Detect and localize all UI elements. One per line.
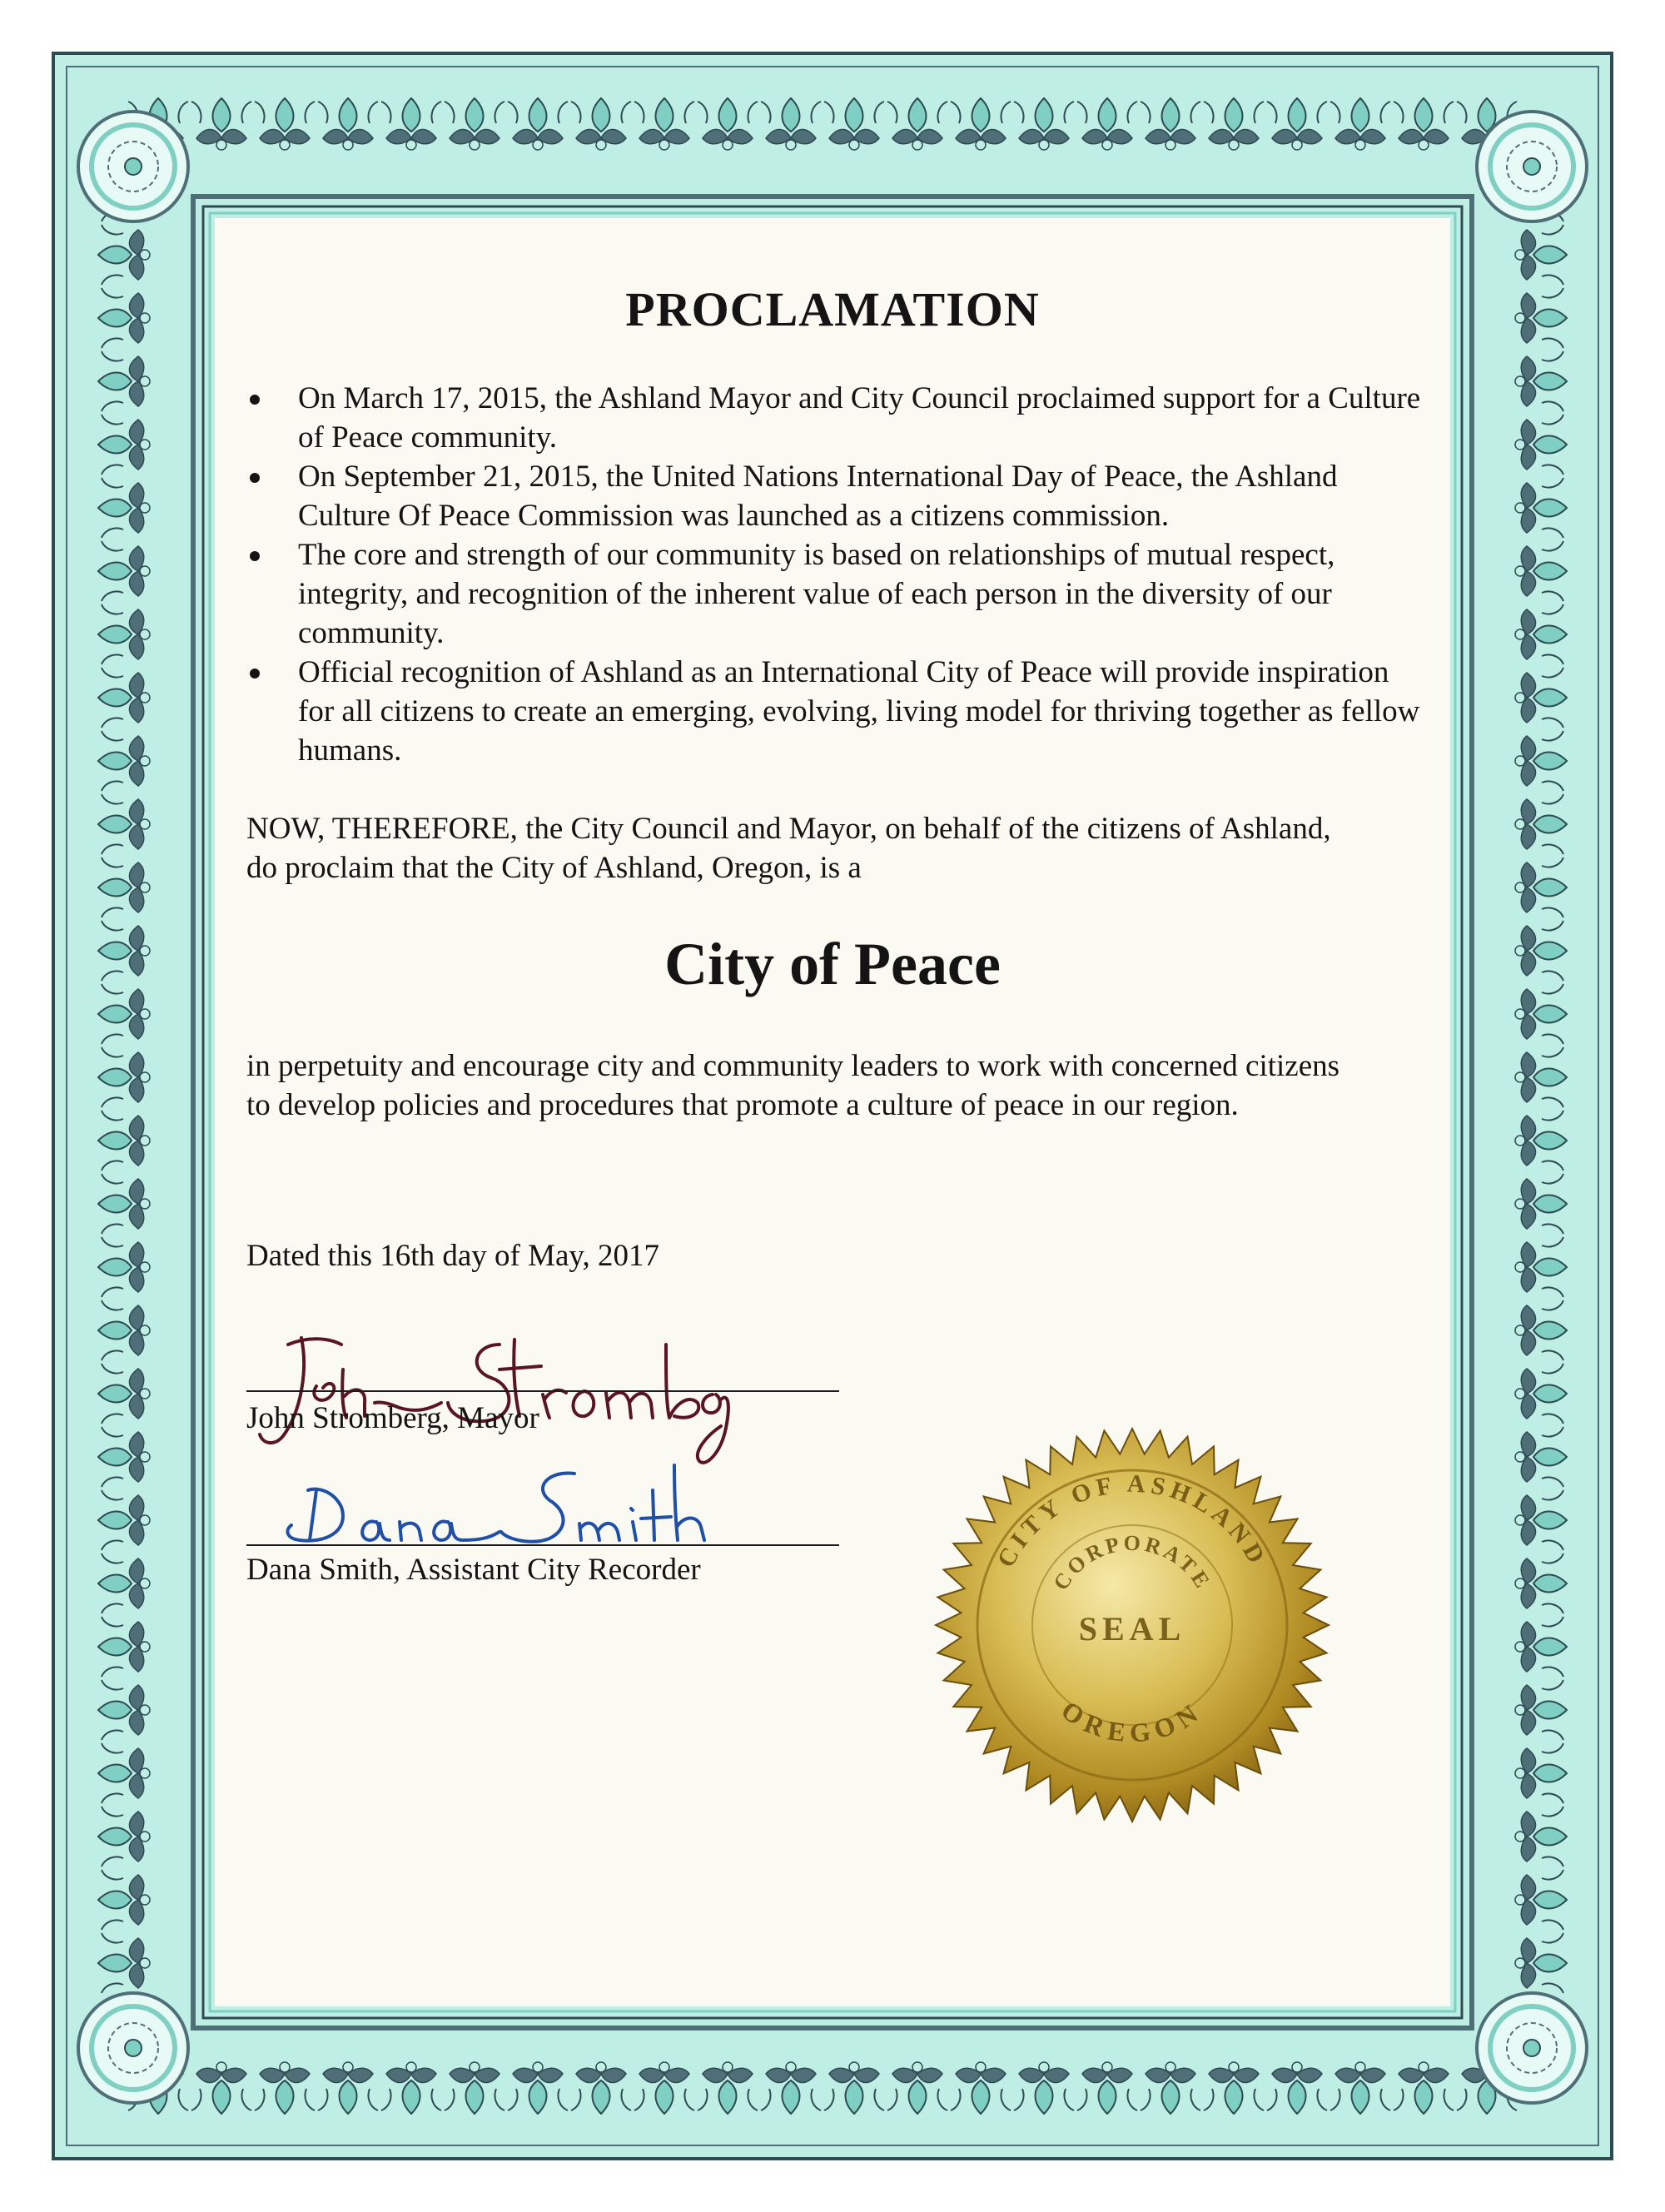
dated-line: Dated this 16th day of May, 2017 (246, 1239, 659, 1273)
whereas-list (246, 379, 1429, 770)
therefore-paragraph: NOW, THEREFORE, the City Council and Mayor, on behalf of the citizens of Ashland, do proclaim that the City of Ashland, Oregon, is a (246, 812, 1331, 885)
corporate-seal (932, 1425, 1332, 1825)
list-item (246, 653, 1429, 770)
mayor-signature-line (246, 1390, 839, 1392)
list-item (246, 535, 1429, 653)
list-item (246, 457, 1429, 535)
recorder-signature-line (246, 1544, 839, 1546)
bullet-icon (250, 473, 260, 483)
city-of-peace-heading: City of Peace (664, 931, 1001, 997)
bullet-icon (250, 669, 260, 679)
page-title: PROCLAMATION (625, 282, 1040, 336)
list-item-text: Official recognition of Ashland as an International City of Peace will provide inspiration for all citizens to create an emerging, evolving, living model for thriving together as fellow humans. (298, 655, 1420, 768)
list-item-text: The core and strength of our community is based on relationships of mutual respect, integrity, and recognition of the inherent value of each person in the diversity of our community. (298, 538, 1335, 650)
list-item-text: On September 21, 2015, the United Nations International Day of Peace, the Ashland Culture Of Peace Commission was launched as a citizens commission. (298, 460, 1338, 533)
recorder-name-title: Dana Smith, Assistant City Recorder (246, 1553, 701, 1587)
seal-bottom-text: OREGON (1056, 1694, 1209, 1748)
perpetuity-paragraph: in perpetuity and encourage city and community leaders to work with concerned citizens to develop policies and procedures that promote a culture of peace in our region. (246, 1049, 1340, 1122)
recorder-signature (283, 1457, 799, 1557)
list-item-text: On March 17, 2015, the Ashland Mayor and City Council proclaimed support for a Culture of Peace community. (298, 381, 1421, 455)
seal-outer-text: CITY OF ASHLAND (992, 1469, 1273, 1573)
seal-center-text: SEAL (1078, 1610, 1186, 1648)
seal-middle-text: CORPORATE (1048, 1530, 1216, 1595)
mayor-name-title: John Stromberg, Mayor (246, 1401, 539, 1435)
bullet-icon (250, 551, 260, 561)
mayor-signature (250, 1320, 733, 1478)
bullet-icon (250, 395, 260, 405)
list-item (246, 379, 1429, 457)
